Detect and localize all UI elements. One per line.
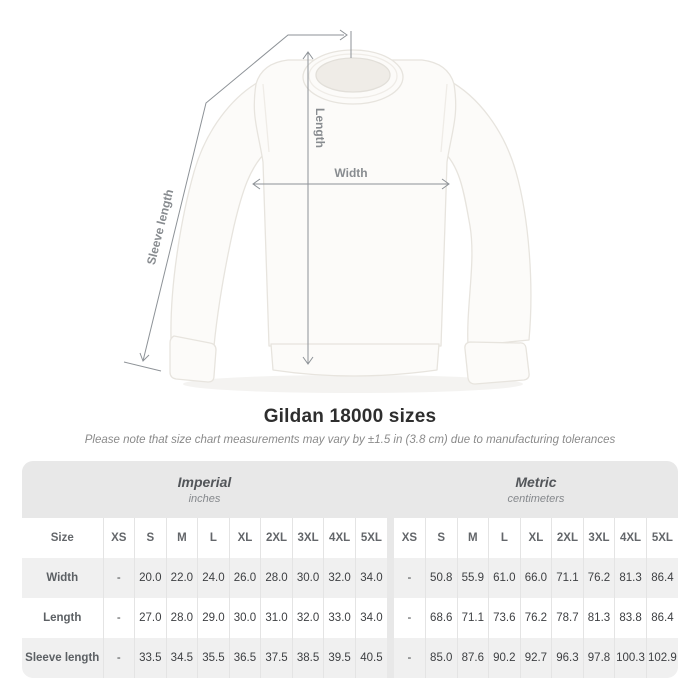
size-col-header: 2XL [552,518,584,558]
size-table-container [22,461,678,678]
sweatshirt-illustration [170,50,531,384]
row-label: Sleeve length [22,638,103,678]
metric-value: 71.1 [457,598,489,638]
imperial-value: 38.5 [292,638,324,678]
imperial-value: 34.0 [355,558,387,598]
size-header-row [22,518,678,558]
size-col-header: M [457,518,489,558]
cuff-reference-tick [124,362,161,371]
size-corner-label: Size [22,518,103,558]
section-divider [387,461,394,518]
measurement-row [22,638,678,678]
metric-value: - [394,598,426,638]
size-col-header: M [166,518,198,558]
imperial-value: 22.0 [166,558,198,598]
section-divider [387,638,394,678]
width-label: Width [334,166,368,180]
size-col-header: 5XL [355,518,387,558]
metric-value: 81.3 [583,598,615,638]
measurement-row [22,598,678,638]
metric-value: 73.6 [489,598,521,638]
page-title: Gildan 18000 sizes [263,406,437,427]
metric-value: - [394,638,426,678]
imperial-value: 27.0 [135,598,167,638]
imperial-value: 31.0 [261,598,293,638]
metric-value: 76.2 [520,598,552,638]
size-col-header: 2XL [261,518,293,558]
metric-value: 61.0 [489,558,521,598]
imperial-value: 29.0 [198,598,230,638]
size-col-header: XL [520,518,552,558]
sleeve-length-label: Sleeve length [143,187,177,267]
size-col-header: 3XL [292,518,324,558]
right-cuff [465,342,529,384]
imperial-value: 34.0 [355,598,387,638]
measurement-row [22,558,678,598]
section-divider [387,558,394,598]
imperial-value: 37.5 [261,638,293,678]
size-col-header: 3XL [583,518,615,558]
metric-value: 76.2 [583,558,615,598]
unit-group-sublabel: inches [188,493,221,505]
metric-value: 50.8 [425,558,457,598]
imperial-value: 30.0 [229,598,261,638]
section-divider [387,598,394,638]
imperial-value: 28.0 [166,598,198,638]
imperial-value: 34.5 [166,638,198,678]
metric-value: 86.4 [646,558,678,598]
chart-caption [0,406,700,446]
unit-group-label: Imperial [177,474,232,490]
imperial-value: 30.0 [292,558,324,598]
size-col-header: 4XL [324,518,356,558]
imperial-value: 35.5 [198,638,230,678]
imperial-value: - [103,638,135,678]
size-col-header: XL [229,518,261,558]
imperial-value: 33.0 [324,598,356,638]
unit-group-sublabel: centimeters [507,493,565,505]
metric-value: 86.4 [646,598,678,638]
size-col-header: XS [394,518,426,558]
left-sleeve [171,80,268,346]
metric-value: 78.7 [552,598,584,638]
unit-group-label: Metric [515,474,557,490]
size-col-header: L [489,518,521,558]
size-col-header: 5XL [646,518,678,558]
unit-group-row [22,461,678,518]
imperial-value: 32.0 [324,558,356,598]
imperial-value: 39.5 [324,638,356,678]
right-sleeve [442,80,531,346]
row-label: Length [22,598,103,638]
imperial-value: 20.0 [135,558,167,598]
size-col-header: L [198,518,230,558]
collar-opening [316,58,390,92]
metric-value: 92.7 [520,638,552,678]
size-col-header: 4XL [615,518,647,558]
imperial-value: 33.5 [135,638,167,678]
metric-value: 83.8 [615,598,647,638]
unit-group-header [22,461,387,518]
imperial-value: 32.0 [292,598,324,638]
tolerance-note: Please note that size chart measurements may vary by ±1.5 in (3.8 cm) due to manufacturing tolerances [84,434,616,446]
size-col-header: S [135,518,167,558]
metric-value: 81.3 [615,558,647,598]
row-label: Width [22,558,103,598]
size-col-header: XS [103,518,135,558]
metric-value: 97.8 [583,638,615,678]
size-col-header: S [425,518,457,558]
unit-group-header [394,461,678,518]
metric-value: 85.0 [425,638,457,678]
waistband [271,344,439,376]
imperial-value: 36.5 [229,638,261,678]
metric-value: 55.9 [457,558,489,598]
imperial-value: 26.0 [229,558,261,598]
imperial-value: - [103,558,135,598]
metric-value: 96.3 [552,638,584,678]
imperial-value: - [103,598,135,638]
length-label: Length [313,108,327,148]
left-cuff [170,336,216,382]
metric-value: 90.2 [489,638,521,678]
imperial-value: 28.0 [261,558,293,598]
section-divider [387,518,394,558]
metric-value: 68.6 [425,598,457,638]
metric-value: 100.3 [615,638,647,678]
metric-value: 102.9 [646,638,678,678]
imperial-value: 40.5 [355,638,387,678]
metric-value: - [394,558,426,598]
imperial-value: 24.0 [198,558,230,598]
metric-value: 71.1 [552,558,584,598]
metric-value: 87.6 [457,638,489,678]
size-table [22,461,678,678]
metric-value: 66.0 [520,558,552,598]
